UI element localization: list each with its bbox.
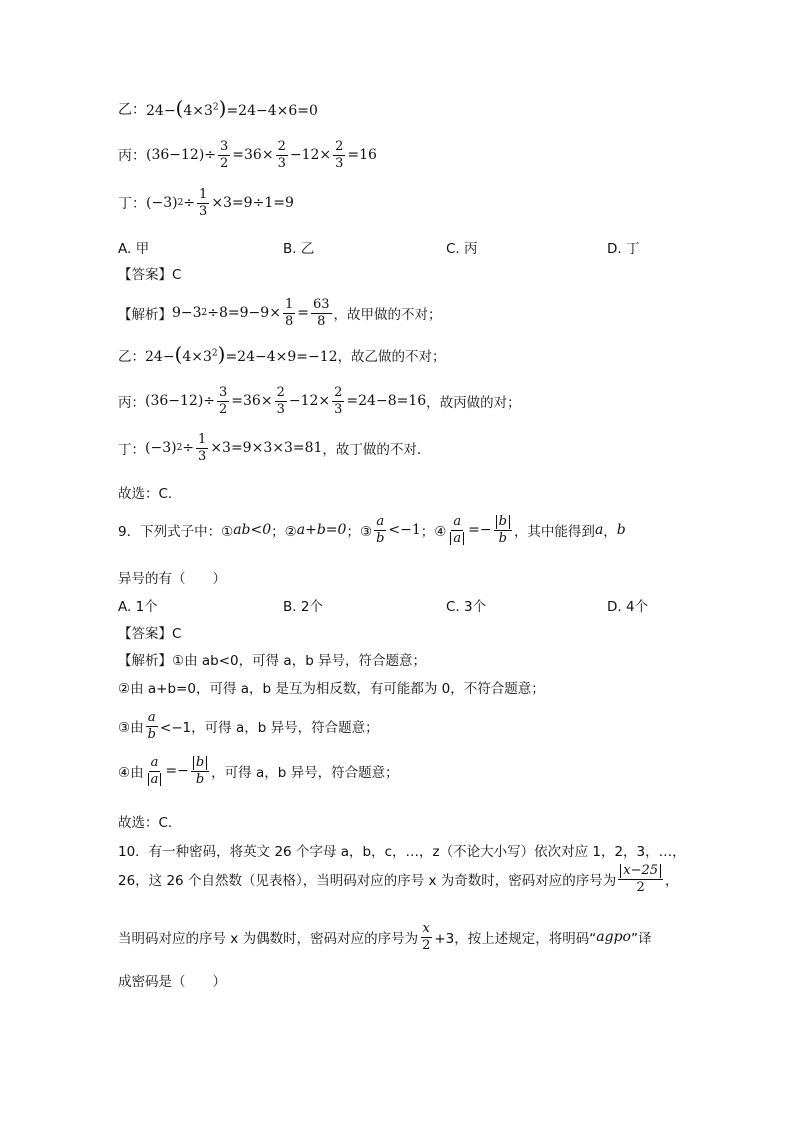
q10-line-2-frac <box>618 864 663 894</box>
q8-conclusion: 故选：C． <box>118 486 182 502</box>
q9-stem-c: 异号的有（ ） <box>118 571 226 587</box>
q9-stem-b: ，其中能得到 <box>513 524 595 541</box>
q9-option-d: D. 4个 <box>607 599 649 615</box>
q8-ding-line <box>118 188 294 218</box>
q9-analysis-1-text: ①由 ab<0，可得 a，b 异号，符合题意； <box>172 653 427 669</box>
analysis-ding-label: 丁： <box>118 442 145 459</box>
q9-option-c: C. 3个 <box>446 599 487 615</box>
analysis-yi-label: 乙： <box>118 348 145 365</box>
analysis-ding-expression: (−3) 2 ÷ $\frac{1}{3}$ ×3=9×3×3=81 <box>145 432 323 464</box>
q9-sep-2: ；③ <box>346 524 373 541</box>
q10-line-2-den: 2 <box>636 879 645 895</box>
q10-line-4: 成密码是（ ） <box>118 974 226 990</box>
q9-sep-3: ；④ <box>420 524 447 541</box>
ding-label: 丁： <box>118 196 146 213</box>
q9-analysis-4-pre: ④由 <box>118 765 144 782</box>
analysis-yi-expression: $24-(4\times 3^2)=24-4\times 9=-12$ <box>145 342 338 366</box>
q8-option-a: A. 甲 <box>118 241 150 257</box>
q9-expr-3-tail: <−1 <box>388 522 421 539</box>
q9-analysis-4-expr: $\frac{a}{a}$ =− $\frac{b}{b}$ <box>144 756 212 786</box>
q8-analysis-jia <box>118 298 442 328</box>
q9-sep-1: ；② <box>271 524 297 541</box>
q8-analysis-bing <box>118 386 521 416</box>
analysis-yi-tail: ，故乙做的不对； <box>337 348 446 365</box>
ding-expression: (−3) 2 ÷ $\frac{1}{3}$ ×3=9÷1=9 <box>146 187 294 219</box>
q9-answer: 【答案】C <box>118 626 182 642</box>
q9-var-a: a <box>594 522 604 539</box>
q8-analysis-yi <box>118 344 446 365</box>
q8-option-b: B. 乙 <box>283 241 315 257</box>
q9-analysis-3-post: <−1，可得 a，b 异号，符合题意； <box>159 720 379 737</box>
q9-analysis-1 <box>118 649 426 669</box>
q9-analysis-3-frac: $\frac{a}{b}$ <box>147 710 156 742</box>
q9-option-a: A. 1个 <box>118 599 158 615</box>
q9-analysis-label: 【解析】 <box>118 653 172 669</box>
q10-line-3-word: agpo <box>596 929 631 946</box>
q9-stem <box>118 515 626 545</box>
q9-expr-4: $\frac{a}{a}$ =− $\frac{b}{b}$ <box>446 515 514 545</box>
q10-line-3-text: 当明码对应的序号 x 为偶数时，密码对应的序号为 <box>118 931 419 948</box>
q8-option-d: D. 丁 <box>607 241 640 257</box>
analysis-bing-expression: (36−12)÷ $\frac{3}{2}$ =36× $\frac{2}{3}$ −12× $\frac{2}{3}$ =24−8=16 <box>145 385 427 417</box>
q10-line-2-text: 26，这 26 个自然数（见表格），当明码对应的序号 x 为奇数时，密码对应的序号为 <box>118 873 617 890</box>
analysis-bing-label: 丙： <box>118 395 145 412</box>
q8-option-c: C. 丙 <box>446 241 478 257</box>
q10-line-1: 10．有一种密码，将英文 26 个字母 a，b，c，…，z（不论大小写）依次对应 1，2，3，…， <box>118 844 686 860</box>
jia-tail: ，故甲做的不对； <box>333 307 442 324</box>
q8-yi-line <box>118 98 318 119</box>
q9-stem-a: 9．下列式子中：① <box>118 524 234 541</box>
q10-line-3-mid: +3，按上述规定，将明码“ <box>434 931 597 948</box>
q9-option-b: B. 2个 <box>283 599 323 615</box>
q9-analysis-3-pre: ③由 <box>118 720 144 737</box>
bing-expression: (36−12)÷ $\frac{3}{2}$ =36× $\frac{2}{3}$ −12× $\frac{2}{3}$ =16 <box>146 139 377 171</box>
analysis-ding-tail: ，故丁做的不对． <box>322 442 431 459</box>
q10-line-3-frac <box>420 922 432 952</box>
q9-analysis-4-post: ，可得 a，b 异号，符合题意； <box>211 765 399 782</box>
q10-line-3 <box>118 922 651 952</box>
q8-answer: 【答案】C <box>118 267 182 283</box>
q9-var-b: b <box>616 522 626 539</box>
analysis-label: 【解析】 <box>118 307 172 324</box>
jia-expression: 9−3 2 ÷8=9−9× $\frac{1}{8}$ = $\frac{63}{8}$ <box>172 297 330 329</box>
q9-conclusion: 故选：C． <box>118 815 182 831</box>
q9-analysis-2: ②由 a+b=0，可得 a，b 是互为相反数，有可能都为 0，不符合题意； <box>118 681 545 697</box>
yi-label: 乙： <box>118 101 146 118</box>
q9-expr-3: $\frac{a}{b}$ <−1 <box>376 514 421 546</box>
q9-expr-2: a+b=0 <box>296 522 347 539</box>
q8-analysis-ding <box>118 433 430 463</box>
q10-line-3-num: x <box>422 921 430 936</box>
q9-expr-4-mid: =− <box>468 522 492 539</box>
yi-expression: $24-(4\times 3^2)=24-4\times 6=0$ <box>146 96 318 120</box>
q9-analysis-4 <box>118 756 399 786</box>
q10-line-2-num: x−25 <box>620 864 661 878</box>
q9-comma: ， <box>603 524 617 541</box>
q8-bing-line <box>118 140 377 170</box>
q9-analysis-3 <box>118 711 379 741</box>
q10-line-2 <box>118 864 679 894</box>
q10-line-3-tail: ”译 <box>630 931 652 948</box>
analysis-bing-tail: ，故丙做的对； <box>426 395 521 412</box>
q10-line-2-tail: ， <box>665 873 679 890</box>
q10-line-3-den: 2 <box>422 937 431 953</box>
q9-expr-1: ab<0 <box>233 522 272 539</box>
bing-label: 丙： <box>118 148 146 165</box>
